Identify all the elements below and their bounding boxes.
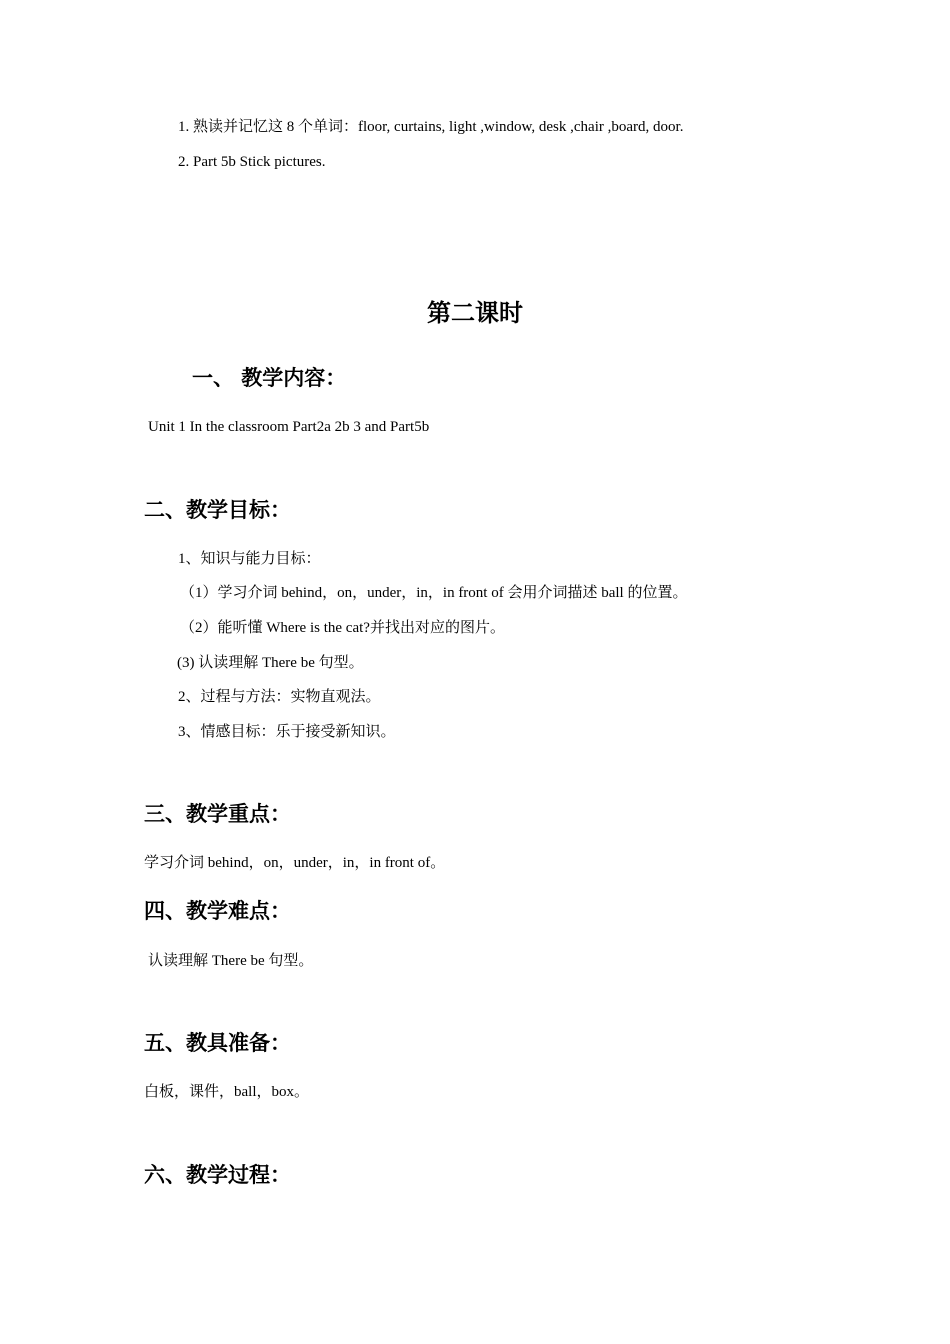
goal-item: 3、情感目标：乐于接受新知识。 (178, 724, 396, 740)
goal-item: （2）能听懂 Where is the cat?并找出对应的图片。 (180, 620, 505, 636)
section-heading-process: 六、教学过程： (144, 1163, 291, 1187)
section-heading-content: 一、 教学内容： (192, 366, 347, 390)
content-text: Unit 1 In the classroom Part2a 2b 3 and Part5b (148, 419, 430, 435)
key-points-text: 学习介词 behind，on，under，in，in front of。 (144, 855, 446, 871)
section-heading-difficulties: 四、教学难点： (144, 899, 291, 923)
goal-item: 1、知识与能力目标： (178, 551, 321, 567)
goal-item: (3) 认读理解 There be 句型。 (177, 655, 364, 671)
lesson-title: 第二课时 (427, 299, 523, 327)
section-heading-goals: 二、教学目标： (144, 498, 291, 522)
homework-item-2: 2. Part 5b Stick pictures. (178, 154, 326, 170)
materials-text: 白板，课件，ball，box。 (144, 1084, 309, 1100)
homework-item-1: 1. 熟读并记忆这 8 个单词：floor, curtains, light ,window, desk ,chair ,board, door. (178, 119, 684, 135)
difficulties-text: 认读理解 There be 句型。 (148, 953, 314, 969)
section-heading-key-points: 三、教学重点： (144, 802, 291, 826)
section-heading-materials: 五、教具准备： (144, 1031, 291, 1055)
goal-item: 2、过程与方法：实物直观法。 (178, 689, 381, 705)
goal-item: （1）学习介词 behind，on，under，in，in front of 会用介词描述 ball 的位置。 (180, 585, 688, 601)
